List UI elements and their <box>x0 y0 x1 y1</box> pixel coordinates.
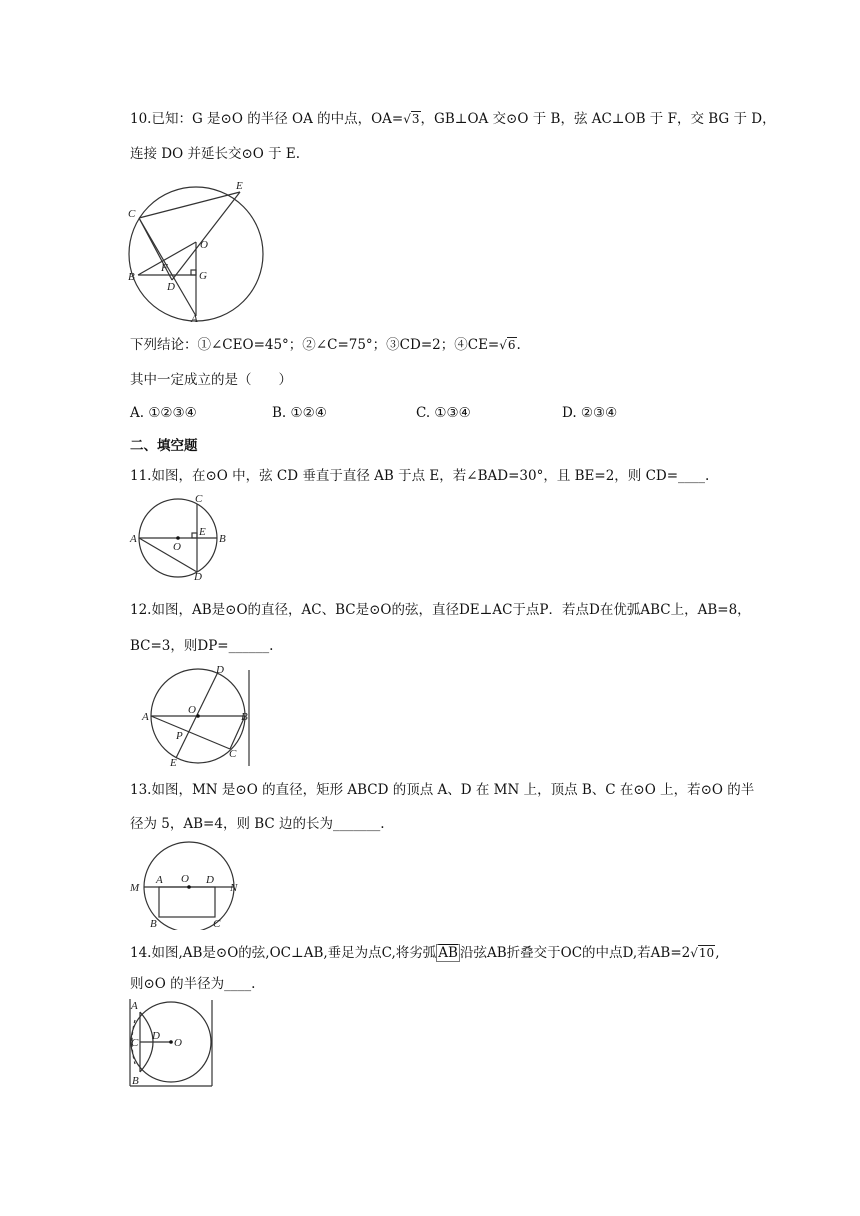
q11-label-e: E <box>199 526 206 538</box>
section-fill-blank: 二、填空题 <box>130 438 198 454</box>
q11-label-b: B <box>219 533 226 545</box>
q10-ask: 其中一定成立的是（ ） <box>130 372 292 388</box>
q11-line-ad <box>139 538 197 572</box>
q10-line1: 10.已知：G 是⊙O 的半径 OA 的中点，OA=√3，GB⊥OA 交⊙O 于 B，弦 AC⊥OB 于 F，交 BG 于 D， <box>130 111 776 127</box>
q13-lower-arc <box>144 887 234 930</box>
q14-label-a: A <box>131 1000 138 1012</box>
q14-center-dot <box>169 1040 173 1044</box>
q12-label-o: O <box>188 704 196 716</box>
q12-figure <box>138 664 258 768</box>
sqrt-10: √10 <box>690 946 715 960</box>
q10-label-b: B <box>128 271 135 283</box>
q12-chord-ac <box>151 716 230 749</box>
q12-center-dot <box>196 714 200 718</box>
q10-label-g: G <box>199 270 207 282</box>
q13-figure <box>126 840 242 930</box>
q12-label-e: E <box>170 757 177 768</box>
sqrt-6: √6 <box>499 338 516 352</box>
q12-line2: BC=3，则DP=______. <box>130 638 274 654</box>
q14-line2: 则⊙O 的半径为____. <box>130 976 256 992</box>
q14-figure <box>126 998 216 1090</box>
q13-label-d: D <box>206 874 214 886</box>
q10-label-f: F <box>161 262 168 274</box>
q13-line2: 径为 5，AB=4，则 BC 边的长为_______. <box>130 816 385 832</box>
q10-line-eo <box>172 192 240 280</box>
q10-right-angle <box>191 270 196 275</box>
q13-rectangle-abcd <box>159 887 215 917</box>
q13-center-dot <box>187 885 191 889</box>
q10-label-o: O <box>200 239 208 251</box>
q14-line1: 14.如图,AB是⊙O的弦,OC⊥AB,垂足为点C,将劣弧 $\overline{AB}$ 沿弦AB折叠交于OC的中点D,若AB=2√10, <box>130 945 720 961</box>
q11-right-angle <box>192 533 197 538</box>
q14-label-c: C <box>131 1037 139 1049</box>
q11-label-a: A <box>130 533 137 545</box>
q12-label-d: D <box>216 664 224 676</box>
arc-ab-symbol: $\overline{AB}$ <box>438 945 458 961</box>
q13-line1: 13.如图，MN 是⊙O 的直径，矩形 ABCD 的顶点 A、D 在 MN 上，顶点 B、C 在⊙O 上，若⊙O 的半 <box>130 782 755 798</box>
q10-label-d: D <box>167 281 175 293</box>
q12-label-c: C <box>229 748 237 760</box>
q14-label-d: D <box>152 1030 160 1042</box>
q11-figure <box>128 490 238 582</box>
q10-chord-ce <box>139 192 240 218</box>
q13-label-n: N <box>230 882 238 894</box>
q11-center-dot <box>176 536 180 540</box>
q13-label-b: B <box>150 918 157 930</box>
q12-label-p: P <box>176 730 183 742</box>
q11-text: 11.如图，在⊙O 中，弦 CD 垂直于直径 AB 于点 E，若∠BAD=30°，且 BE=2，则 CD=____. <box>130 468 710 484</box>
q12-label-a: A <box>142 711 149 723</box>
q12-line1: 12.如图，AB是⊙O的直径，AC、BC是⊙O的弦，直径DE⊥AC于点P．若点D在优弧ABC上，AB=8， <box>130 602 751 618</box>
q10-label-a: A <box>191 313 198 322</box>
q10-option-d[interactable]: D. ②③④ <box>562 405 618 421</box>
q13-label-o: O <box>181 873 189 885</box>
q11-label-d: D <box>194 571 202 582</box>
q10-option-c[interactable]: C. ①③④ <box>416 405 471 421</box>
q12-label-b: B <box>241 711 248 723</box>
q10-label-e: E <box>236 180 243 192</box>
q10-line2: 连接 DO 并延长交⊙O 于 E. <box>130 146 301 162</box>
q10-option-a[interactable]: A. ①②③④ <box>130 405 197 421</box>
q14-label-b: B <box>132 1075 139 1087</box>
q13-label-a: A <box>156 874 163 886</box>
q10-label-c: C <box>128 208 136 220</box>
q10-option-b[interactable]: B. ①②④ <box>272 405 327 421</box>
q13-label-c: C <box>213 918 221 930</box>
sqrt-3: √3 <box>403 112 420 126</box>
q11-label-c: C <box>195 493 203 505</box>
q13-label-m: M <box>130 882 140 894</box>
q14-label-o: O <box>174 1037 182 1049</box>
q11-label-o: O <box>173 541 181 553</box>
q10-figure <box>124 176 274 322</box>
q10-conclusions: 下列结论：①∠CEO=45°；②∠C=75°；③CD=2；④CE=√6. <box>130 337 521 353</box>
